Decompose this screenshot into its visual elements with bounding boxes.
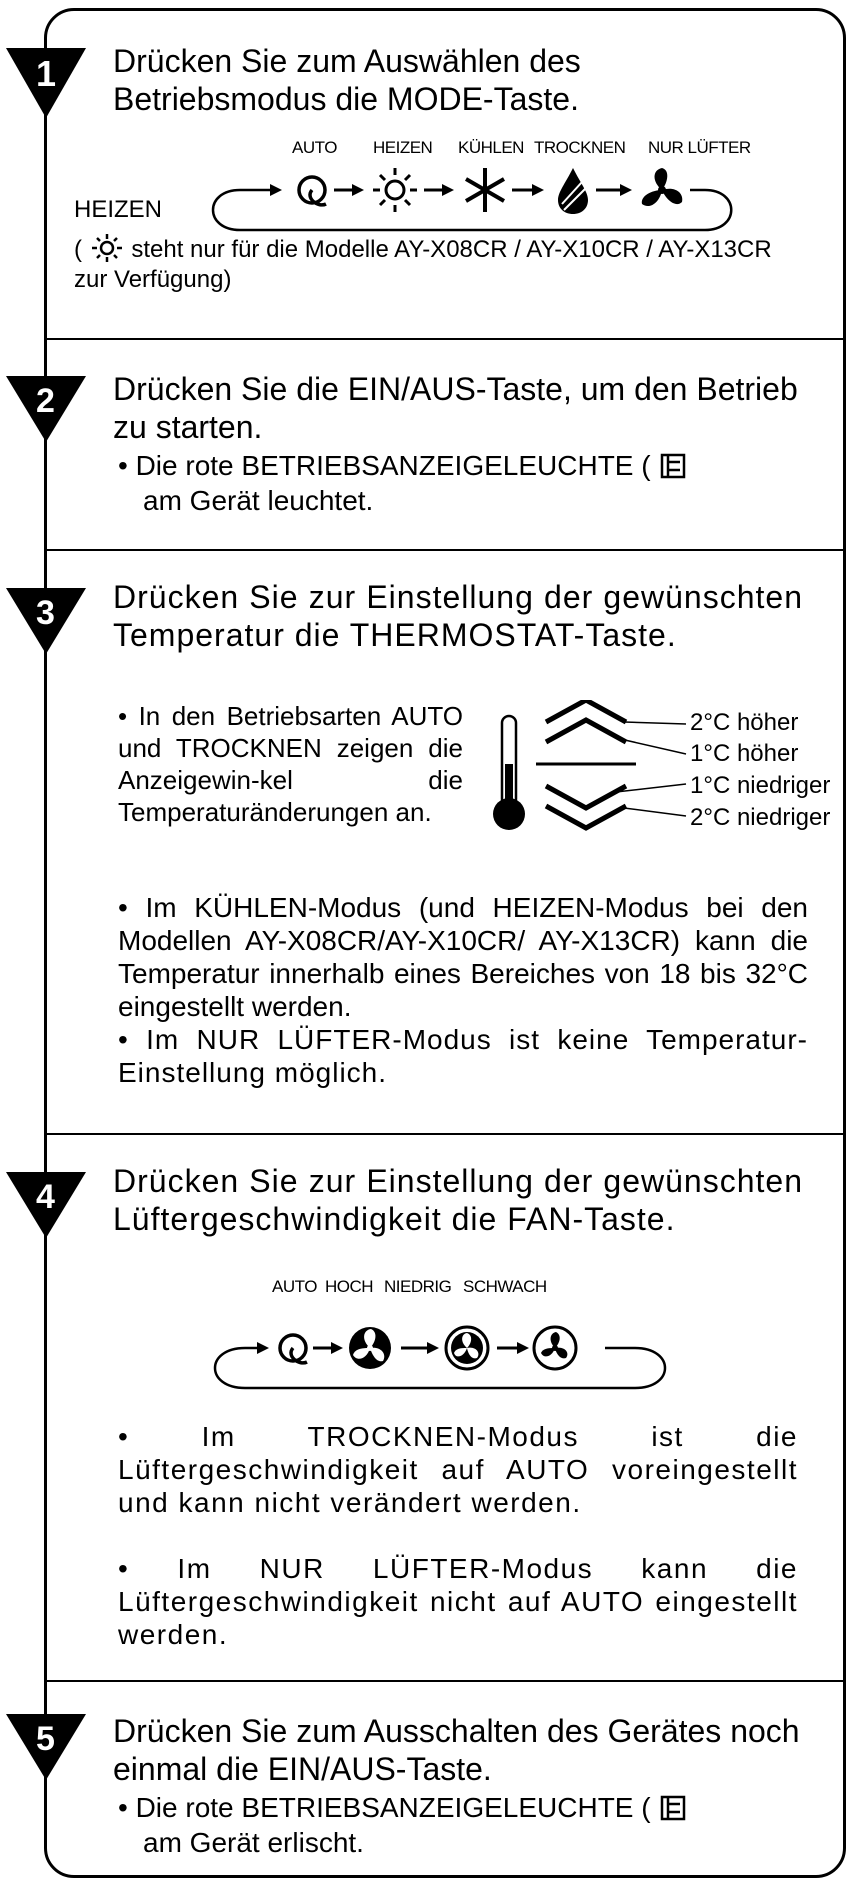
heizen-note [74,234,774,295]
divider-1 [44,338,846,340]
step-5-bullet-end: am Gerät erlischt. [143,1827,364,1858]
fan-low-icon [446,1327,488,1369]
step-4-marker [6,1168,86,1238]
speed-label-schwach: SCHWACH [463,1277,547,1296]
temp-label-minus-1: 1°C niedriger [690,772,831,799]
speed-label-hoch: HOCH [325,1277,374,1296]
step-3-bullet-2: • Im KÜHLEN-Modus (und HEIZEN-Modus bei den Modellen AY-X08CR/AY-X10CR/ AY-X13CR) kann die Temperatur innerhalb eines Bereiches von 18 bis 32°C eingestellt werden. [118,892,808,1022]
mode-cycle-diagram [200,160,760,240]
step-4-heading: Drücken Sie zur Einstellung der gewünschten Lüftergeschwindigkeit die FAN-Taste. [113,1163,803,1237]
step-2-number: 2 [36,382,55,420]
fan-only-icon [642,168,682,206]
step-1-marker [6,40,86,120]
temp-label-plus-1: 1°C höher [690,740,799,767]
operation-lamp-icon [658,1795,688,1821]
step-3-marker [6,584,86,654]
step-5-bullet-text: • Die rote BETRIEBSANZEIGELEUCHTE ( [118,1792,651,1823]
temp-label-minus-2: 2°C niedriger [690,804,831,831]
step-5-bullet [118,1791,818,1824]
fan-speed-cycle-diagram [205,1300,685,1410]
step-4-number: 4 [36,1178,55,1216]
cooling-snowflake-icon [466,168,504,212]
step-4-bullet-2: • Im NUR LÜFTER-Modus kann die Lüftergeschwindigkeit nicht auf AUTO eingestellt werden. [118,1553,798,1650]
step-1-heading: Drücken Sie zum Auswählen des Betriebsmodus die MODE-Taste. [113,43,581,117]
divider-2 [44,549,846,551]
step-2-heading: Drücken Sie die EIN/AUS-Taste, um den Betrieb zu starten. [113,371,798,445]
mode-label-heizen: HEIZEN [373,138,433,157]
temp-label-plus-2: 2°C höher [690,709,799,736]
operation-lamp-icon [658,453,688,479]
speed-label-niedrig: NIEDRIG [384,1277,452,1296]
temperature-chevrons [536,700,696,840]
step-3-number: 3 [36,594,55,632]
step-3-heading: Drücken Sie zur Einstellung der gewünschten Temperatur die THERMOSTAT-Taste. [113,579,803,653]
fan-high-icon [349,1327,391,1369]
heating-sun-icon [373,168,417,212]
mode-label-trocknen: TROCKNEN [534,138,626,157]
step-5-number: 5 [36,1720,55,1758]
mode-label-kuehlen: KÜHLEN [458,138,524,157]
step-2-bullet [118,449,818,482]
mode-label-nur-luefter: NUR LÜFTER [648,138,751,157]
step-4-bullet-1: • Im TROCKNEN-Modus ist die Lüftergeschwindigkeit auf AUTO voreingestellt und kann nicht verändert werden. [118,1421,798,1518]
step-2-bullet-end: am Gerät leuchtet. [143,485,374,516]
thermometer-icon [490,714,530,834]
step-3-bullet-1: • In den Betriebsarten AUTO und TROCKNEN zeigen die Anzeigewin-kel die Temperaturänderungen an. [118,701,463,827]
step-3-bullet-3: • Im NUR LÜFTER-Modus ist keine Temperatur-Einstellung möglich. [118,1024,808,1088]
step-5-heading: Drücken Sie zum Ausschalten des Gerätes noch einmal die EIN/AUS-Taste. [113,1713,800,1787]
step-1-number: 1 [36,53,57,94]
dry-drop-icon [558,168,588,214]
heizen-note-title: HEIZEN [74,196,163,223]
fan-auto-icon [280,1335,307,1363]
step-2-marker [6,372,86,442]
divider-3 [44,1133,846,1135]
divider-4 [44,1680,846,1682]
step-5-marker [6,1710,86,1780]
mode-label-auto: AUTO [292,138,337,157]
heizen-note-text: steht nur für die Modelle AY-X08CR / AY-X10CR / AY-X13CR zur Verfügung) [74,236,772,293]
speed-label-auto: AUTO [272,1277,317,1296]
fan-quiet-icon [534,1327,576,1369]
auto-mode-icon [299,177,326,205]
heating-sun-icon [89,234,125,262]
heizen-note-paren: ( [74,236,82,263]
step-2-bullet-text: • Die rote BETRIEBSANZEIGELEUCHTE ( [118,450,651,481]
